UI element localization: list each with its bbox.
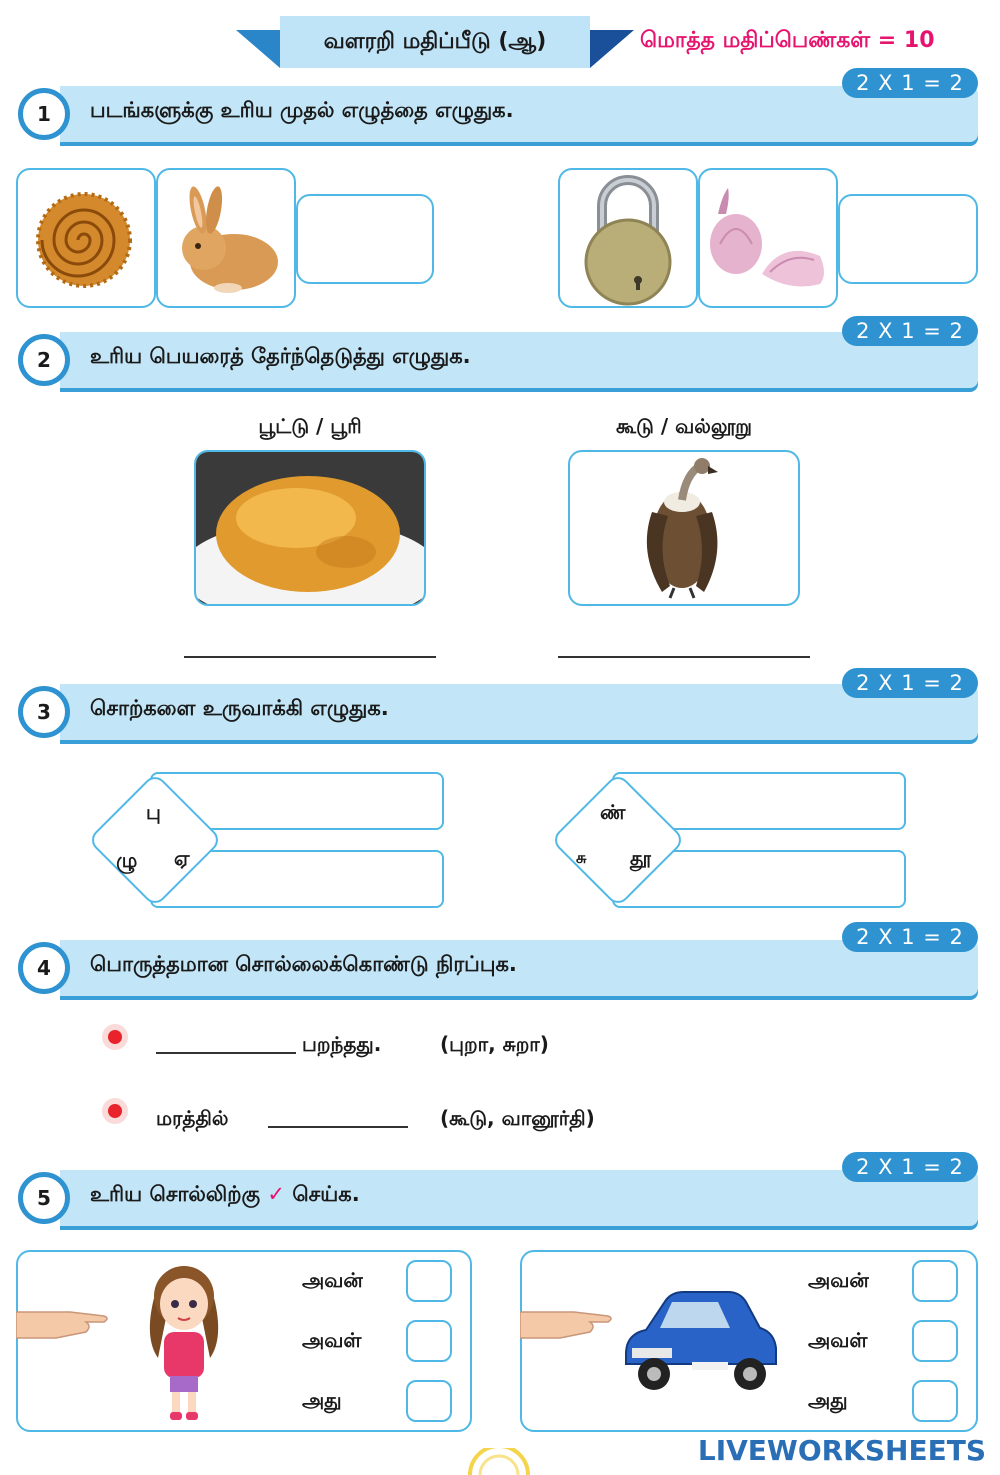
q3-letter-left-1: ழு (116, 848, 138, 872)
garlic-picture (698, 168, 838, 308)
garlic-icon (700, 170, 836, 306)
murukku-icon (18, 170, 154, 306)
q5-option-label-1a: அவன் (302, 1268, 363, 1292)
girl-icon (134, 1258, 234, 1426)
section-1-score: 2 X 1 = 2 (842, 68, 978, 98)
q3-letter-top-1: பு (146, 800, 161, 824)
q5-option-label-2a: அவன் (808, 1268, 869, 1292)
q1-answer-box-1[interactable] (296, 194, 434, 284)
q5-tick-box-2c[interactable] (912, 1380, 958, 1422)
pointing-hand-icon (16, 1304, 108, 1344)
sun-decoration-icon (464, 1448, 534, 1475)
q4-options-1: (புறா, சுறா) (440, 1032, 549, 1056)
q5-tick-box-1c[interactable] (406, 1380, 452, 1422)
q5-option-label-1c: அது (302, 1388, 342, 1412)
page-title: வளரறி மதிப்பீடு (ஆ) (323, 29, 547, 54)
q4-blank-2[interactable] (268, 1126, 408, 1128)
section-4-number: 4 (18, 942, 70, 994)
q5-option-label-2c: அது (808, 1388, 848, 1412)
section-3-number: 3 (18, 686, 70, 738)
vulture-picture (568, 450, 800, 606)
section-2-number: 2 (18, 334, 70, 386)
q1-answer-box-2[interactable] (838, 194, 978, 284)
checkmark-icon: ✓ (267, 1182, 286, 1206)
q2-answer-line-1[interactable] (184, 656, 436, 658)
poori-icon (196, 452, 424, 604)
section-5-title-before: உரிய சொல்லிற்கு (90, 1182, 261, 1206)
rabbit-picture (156, 168, 296, 308)
section-2-title: உரிய பெயரைத் தேர்ந்தெடுத்து எழுதுக. (90, 344, 471, 368)
q5-tick-box-1a[interactable] (406, 1260, 452, 1302)
q2-choices-1: பூட்டு / பூரி (258, 414, 362, 438)
q5-tick-box-2a[interactable] (912, 1260, 958, 1302)
car-icon (612, 1284, 782, 1394)
q3-letter-right-1: ஏ (174, 846, 190, 870)
section-1-number: 1 (18, 88, 70, 140)
poori-picture (194, 450, 426, 606)
section-5-number: 5 (18, 1172, 70, 1224)
liveworksheets-logo: LIVEWORKSHEETS (697, 1434, 986, 1467)
q4-options-2: (கூடு, வானூர்தி) (440, 1106, 595, 1130)
q3-letter-right-2: தூ (630, 846, 652, 870)
pointing-hand-icon (520, 1304, 612, 1344)
q5-tick-box-2b[interactable] (912, 1320, 958, 1362)
section-4-score: 2 X 1 = 2 (842, 922, 978, 952)
q4-text-2: மரத்தில் (156, 1106, 229, 1130)
vulture-icon (570, 452, 798, 604)
section-4-title: பொருத்தமான சொல்லைக்கொண்டு நிரப்புக. (90, 952, 517, 976)
q3-letter-top-2: ண் (600, 800, 626, 824)
padlock-icon (560, 170, 696, 306)
section-1-title: படங்களுக்கு உரிய முதல் எழுத்தை எழுதுக. (90, 98, 514, 122)
section-3-score: 2 X 1 = 2 (842, 668, 978, 698)
section-3-title: சொற்களை உருவாக்கி எழுதுக. (90, 696, 389, 720)
q5-option-label-1b: அவள் (302, 1328, 362, 1352)
q5-tick-box-1b[interactable] (406, 1320, 452, 1362)
q2-choices-2: கூடு / வல்லூறு (615, 414, 753, 438)
total-marks: மொத்த மதிப்பெண்கள் = 10 (640, 28, 935, 53)
murukku-picture (16, 168, 156, 308)
q5-option-label-2b: அவள் (808, 1328, 868, 1352)
q2-answer-line-2[interactable] (558, 656, 810, 658)
q4-bullet-2 (102, 1098, 128, 1124)
section-5-title (90, 1182, 360, 1209)
q4-bullet-1 (102, 1024, 128, 1050)
section-5-title-after: செய்க. (292, 1182, 360, 1206)
padlock-picture (558, 168, 698, 308)
q4-blank-1[interactable] (156, 1052, 296, 1054)
q4-text-1: பறந்தது. (302, 1032, 382, 1056)
rabbit-icon (158, 170, 294, 306)
section-5-score: 2 X 1 = 2 (842, 1152, 978, 1182)
section-2-score: 2 X 1 = 2 (842, 316, 978, 346)
q3-letter-left-2: சு (576, 848, 587, 867)
